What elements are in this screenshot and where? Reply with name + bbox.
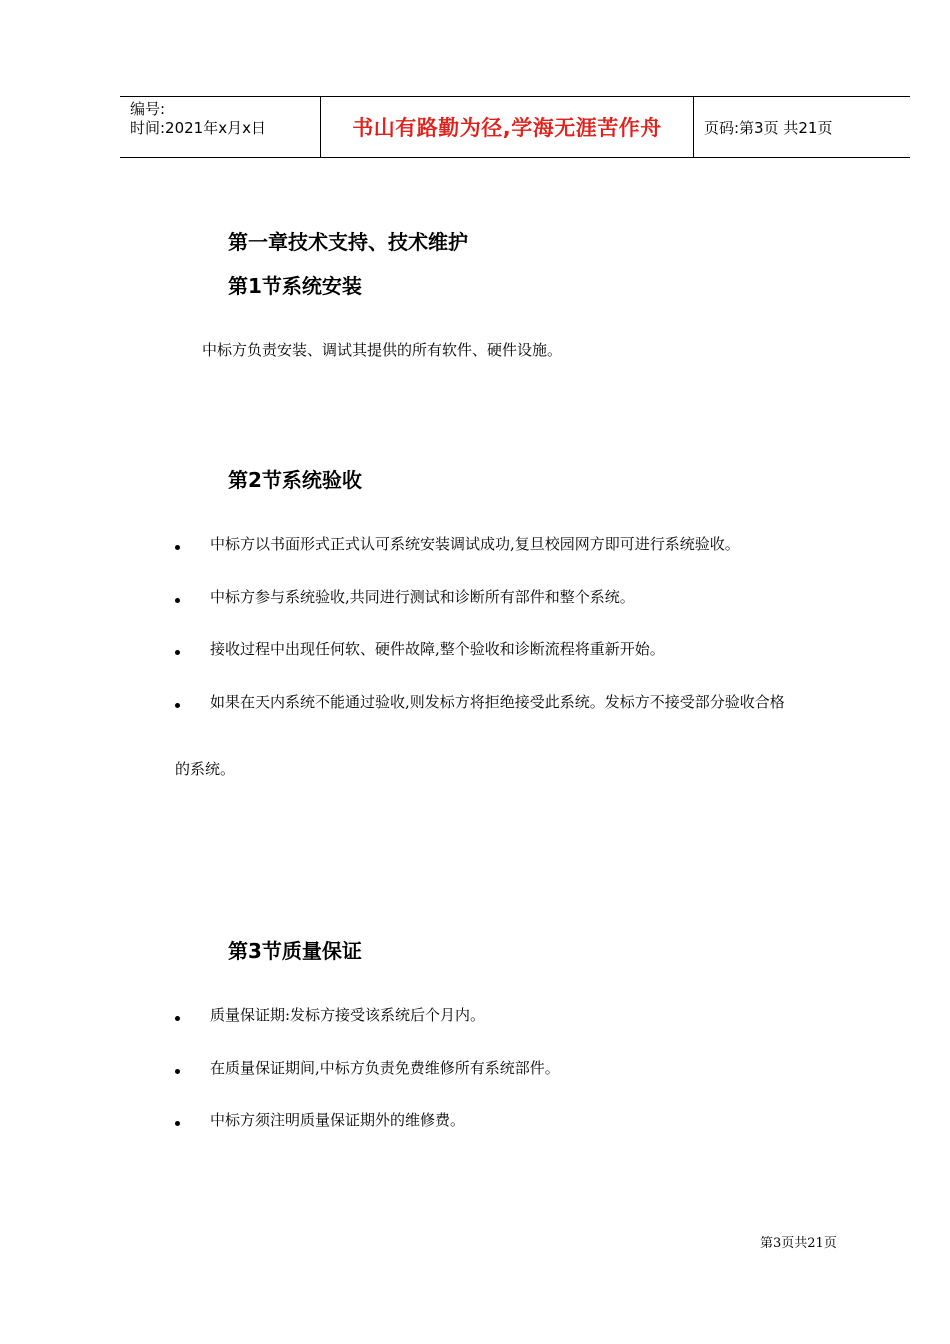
section1-title: 第1节系统安装: [228, 274, 362, 298]
header-number-label: 编号:: [130, 100, 166, 118]
footer-page-number: 第3页共21页: [760, 1236, 837, 1251]
list-item: 中标方参与系统验收,共同进行测试和诊断所有部件和整个系统。: [175, 586, 635, 607]
header-time-label: 时间:2021年x月x日: [130, 119, 266, 137]
section2-title: 第2节系统验收: [228, 468, 362, 492]
list-item: 质量保证期:发标方接受该系统后个月内。: [175, 1004, 485, 1025]
bullet-dot: [175, 1016, 180, 1021]
list-item: 中标方须注明质量保证期外的维修费。: [175, 1109, 465, 1130]
list-item: 如果在天内系统不能通过验收,则发标方将拒绝接受此系统。发标方不接受部分验收合格: [175, 691, 785, 712]
list-item: 中标方以书面形式正式认可系统安装调试成功,复旦校园网方即可进行系统验收。: [175, 533, 740, 554]
header-page-label: 页码:第3页 共21页: [704, 118, 833, 137]
section2-continuation: 的系统。: [175, 760, 236, 778]
section3-title: 第3节质量保证: [228, 939, 362, 963]
section1-text: 中标方负责安装、调试其提供的所有软件、硬件设施。: [202, 341, 563, 359]
list-item: 接收过程中出现任何软、硬件故障,整个验收和诊断流程将重新开始。: [175, 638, 665, 659]
header-page-cell: [694, 97, 910, 157]
bullet-dot: [175, 703, 180, 708]
bullet-dot: [175, 598, 180, 603]
list-item: 在质量保证期间,中标方负责免费维修所有系统部件。: [175, 1057, 560, 1078]
header-motto-cell: [321, 97, 694, 157]
bullet-dot: [175, 1121, 180, 1126]
header-motto: 书山有路勤为径,学海无涯苦作舟: [352, 116, 662, 140]
chapter-title: 第一章技术支持、技术维护: [228, 230, 468, 254]
header-info-cell: [120, 97, 321, 157]
bullet-dot: [175, 545, 180, 550]
bullet-dot: [175, 650, 180, 655]
bullet-dot: [175, 1069, 180, 1074]
page-header: [120, 96, 910, 158]
